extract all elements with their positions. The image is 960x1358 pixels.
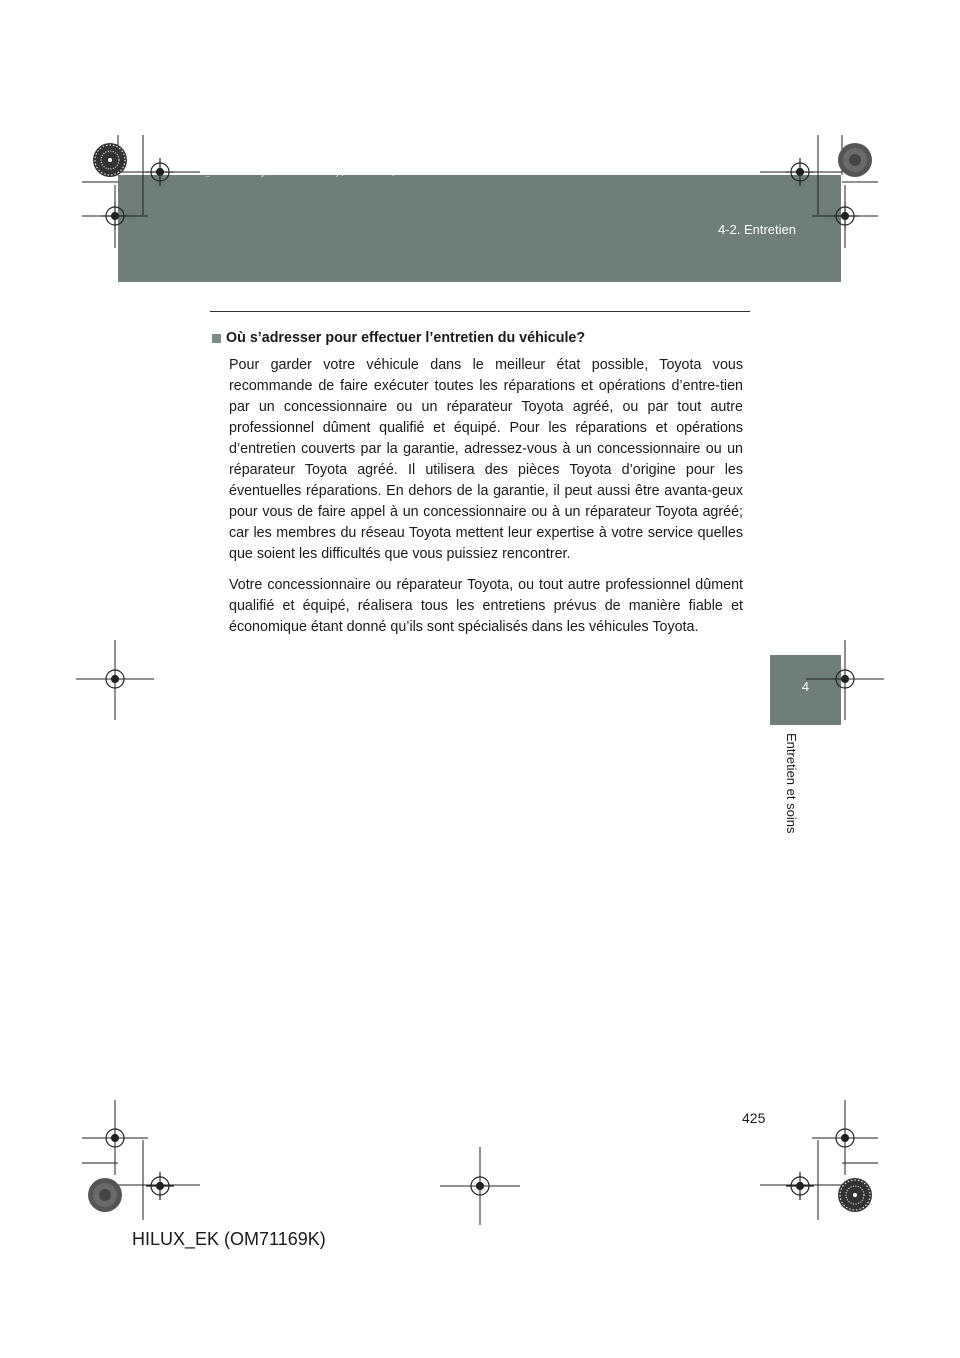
starburst-wheel-icon [93, 143, 127, 177]
registration-target-icon [101, 202, 129, 230]
section-label: 4-2. Entretien [717, 222, 796, 237]
registration-target-icon [146, 158, 174, 186]
registration-target-icon [831, 202, 859, 230]
chapter-number: 4 [801, 679, 810, 694]
chapter-label: Entretien et soins [784, 733, 799, 834]
section-heading-text: Où s’adresser pour effectuer l’entretien du véhicule? [226, 330, 586, 346]
book-info-stamp: HILUX_EK.book Page 425 Wednesday, March 23, 2011 3:03 PM [180, 168, 461, 177]
gray-wheel-icon [88, 1178, 122, 1212]
paragraph: Pour garder votre véhicule dans le meilleur état possible, Toyota vous recommande de faire exécuter toutes les réparations et opérations d’entre-tien par un concessionnaire ou un réparateur Toyota agréé, ou par tout autre professionnel dûment qualifié et équipé. Pour les réparations et opérations d’entretien couverts par la garantie, adressez-vous à un concessionnaire ou un réparateur Toyota agréé. Il utilisera des pièces Toyota d’origine pour les éventuelles réparations. En dehors de la garantie, il peut aussi être avanta-geux pour vous de faire appel à un concessionnaire ou à un réparateur Toyota agréé; car les membres du réseau Toyota mettent leur expertise à votre service quelles que soient les difficultés que vous puissiez rencontrer. [229, 357, 743, 562]
gray-wheel-icon [838, 143, 872, 177]
crop-lines [76, 135, 884, 1225]
paragraph: Votre concessionnaire ou réparateur Toyota, ou tout autre professionnel dûment qualifié et équipé, réalisera tous les entretiens prévus de manière fiable et économique étant donné qu’ils sont spécialisés dans les véhicules Toyota. [229, 577, 743, 635]
registration-target-icon [786, 1172, 814, 1200]
starburst-wheel-icon [838, 1178, 872, 1212]
page-number: 425 [742, 1110, 766, 1126]
registration-target-icon [786, 158, 814, 186]
model-code: HILUX_EK (OM71169K) [132, 1229, 326, 1249]
color-wheel-icons [88, 143, 872, 1212]
registration-target-icons [101, 158, 859, 1200]
registration-target-icon [146, 1172, 174, 1200]
